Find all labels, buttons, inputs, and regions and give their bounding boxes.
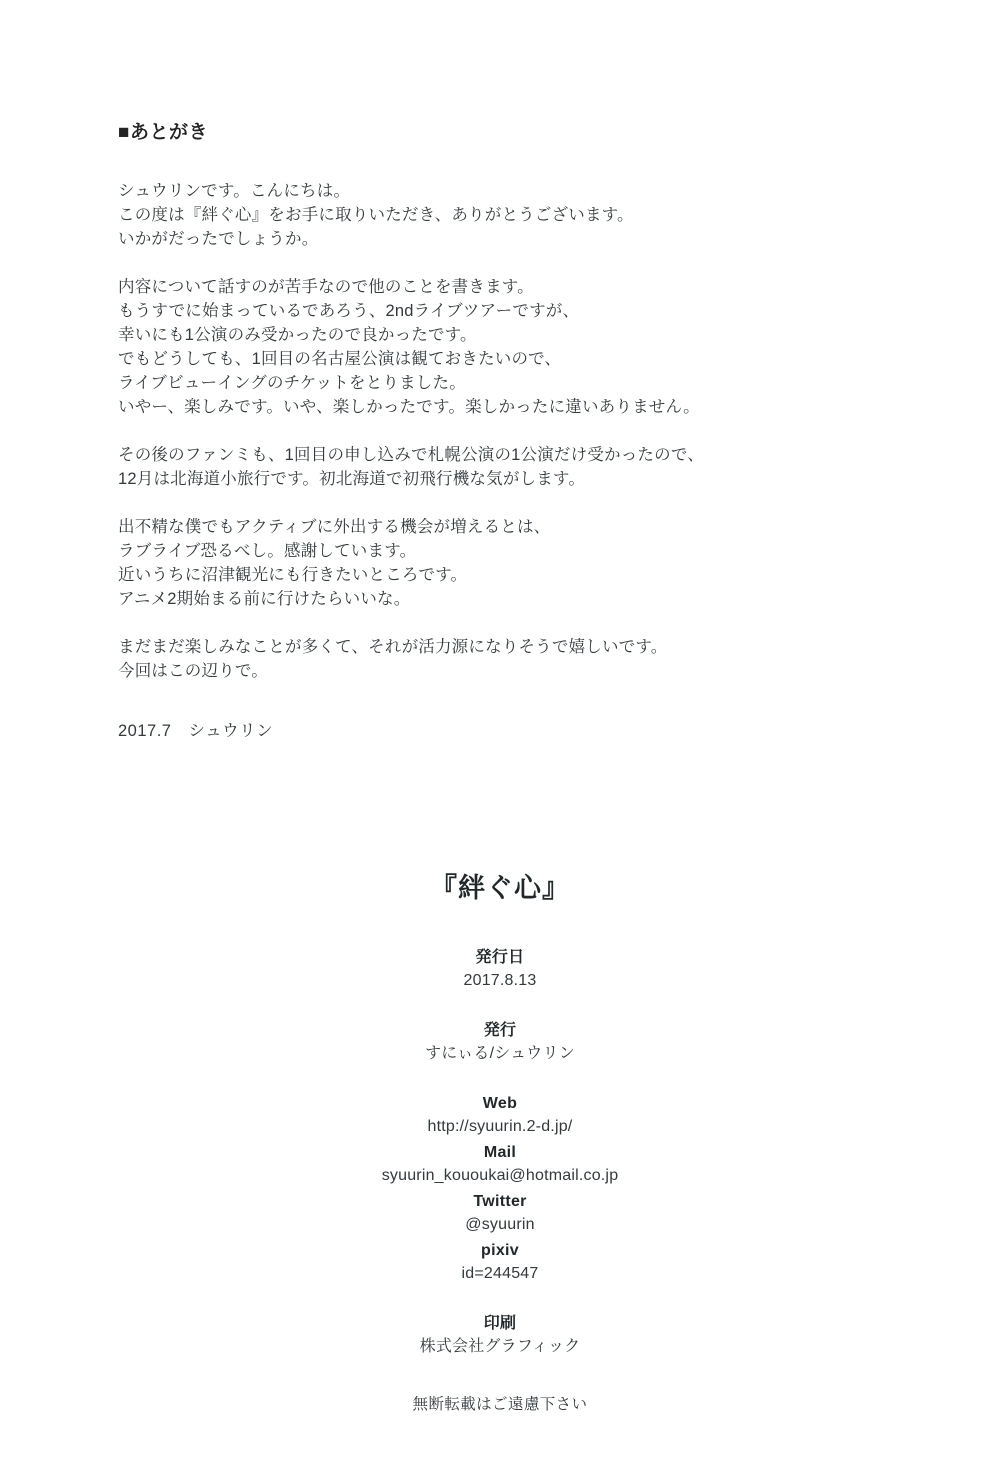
afterword-line: まだまだ楽しみなことが多くて、それが活力源になりそうで嬉しいです。 (118, 637, 668, 656)
afterword-line: でもどうしても、1回目の名古屋公演は観ておきたいので、 (118, 349, 562, 368)
afterword-signature: 2017.7 シュウリン (118, 721, 274, 740)
afterword-paragraph (118, 179, 888, 251)
colophon-entry-web (0, 1093, 1000, 1138)
colophon-entry-value[interactable]: @syuurin (465, 1216, 535, 1233)
colophon-entry-label: Mail (483, 1144, 517, 1161)
colophon-entry-pixiv (0, 1240, 1000, 1285)
afterword-heading: ■あとがき (118, 122, 208, 143)
afterword-line: 12月は北海道小旅行です。初北海道で初飛行機な気がします。 (118, 469, 586, 488)
colophon-entry-value[interactable]: id=244547 (461, 1265, 539, 1282)
afterword-paragraph (118, 515, 888, 611)
afterword-line: いやー、楽しみです。いや、楽しかったです。楽しかったに違いありません。 (118, 397, 700, 416)
afterword-body (118, 179, 888, 683)
colophon-entry-value: 株式会社グラフィック (419, 1338, 581, 1355)
colophon-entry-printing (0, 1313, 1000, 1358)
afterword-paragraph (118, 275, 888, 419)
afterword-line: いかがだったでしょうか。 (118, 229, 319, 248)
afterword-line: 出不精な僕でもアクティブに外出する機会が増えるとは、 (118, 517, 551, 536)
colophon-entry-publication-date (0, 947, 1000, 992)
colophon-entry-mail (0, 1142, 1000, 1187)
colophon-title: 『絆ぐ心』 (430, 873, 570, 903)
afterword-line: アニメ2期始まる前に行けたらいいな。 (118, 589, 411, 608)
colophon-entry-value[interactable]: syuurin_kououkai@hotmail.co.jp (381, 1167, 619, 1184)
afterword-paragraph (118, 443, 888, 491)
colophon-entry-label: Web (482, 1095, 518, 1112)
afterword-line: ラブライブ恐るべし。感謝しています。 (118, 541, 417, 560)
afterword-line: この度は『絆ぐ心』をお手に取りいただき、ありがとうございます。 (118, 205, 634, 224)
colophon-entry-label: pixiv (481, 1242, 519, 1259)
afterword-line: ライブビューイングのチケットをとりました。 (118, 373, 466, 392)
colophon-entry-value: すにぃる/シュウリン (425, 1045, 575, 1062)
afterword-paragraph (118, 635, 888, 683)
afterword-line: 今回はこの辺りで。 (118, 661, 268, 680)
afterword-line: もうすでに始まっているであろう、2ndライブツアーですが、 (118, 301, 580, 320)
colophon-section (0, 866, 1000, 1414)
colophon-entry-publisher (0, 1020, 1000, 1065)
colophon-entry-label: 印刷 (483, 1315, 517, 1332)
colophon-entry-label: 発行 (483, 1022, 517, 1039)
colophon-notice: 無断転載はご遠慮下さい (412, 1396, 588, 1413)
colophon-entry-value[interactable]: http://syuurin.2-d.jp/ (427, 1118, 573, 1135)
colophon-entry-label: 発行日 (475, 949, 525, 966)
colophon-entry-twitter (0, 1191, 1000, 1236)
colophon-entry-value: 2017.8.13 (463, 972, 537, 989)
afterword-line: その後のファンミも、1回目の申し込みで札幌公演の1公演だけ受かったので、 (118, 445, 704, 464)
afterword-line: 内容について話すのが苦手なので他のことを書きます。 (118, 277, 534, 296)
afterword-section (118, 122, 888, 741)
afterword-line: シュウリンです。こんにちは。 (118, 181, 351, 200)
afterword-line: 近いうちに沼津観光にも行きたいところです。 (118, 565, 468, 584)
afterword-line: 幸いにも1公演のみ受かったので良かったです。 (118, 325, 477, 344)
colophon-entry-label: Twitter (473, 1193, 527, 1210)
